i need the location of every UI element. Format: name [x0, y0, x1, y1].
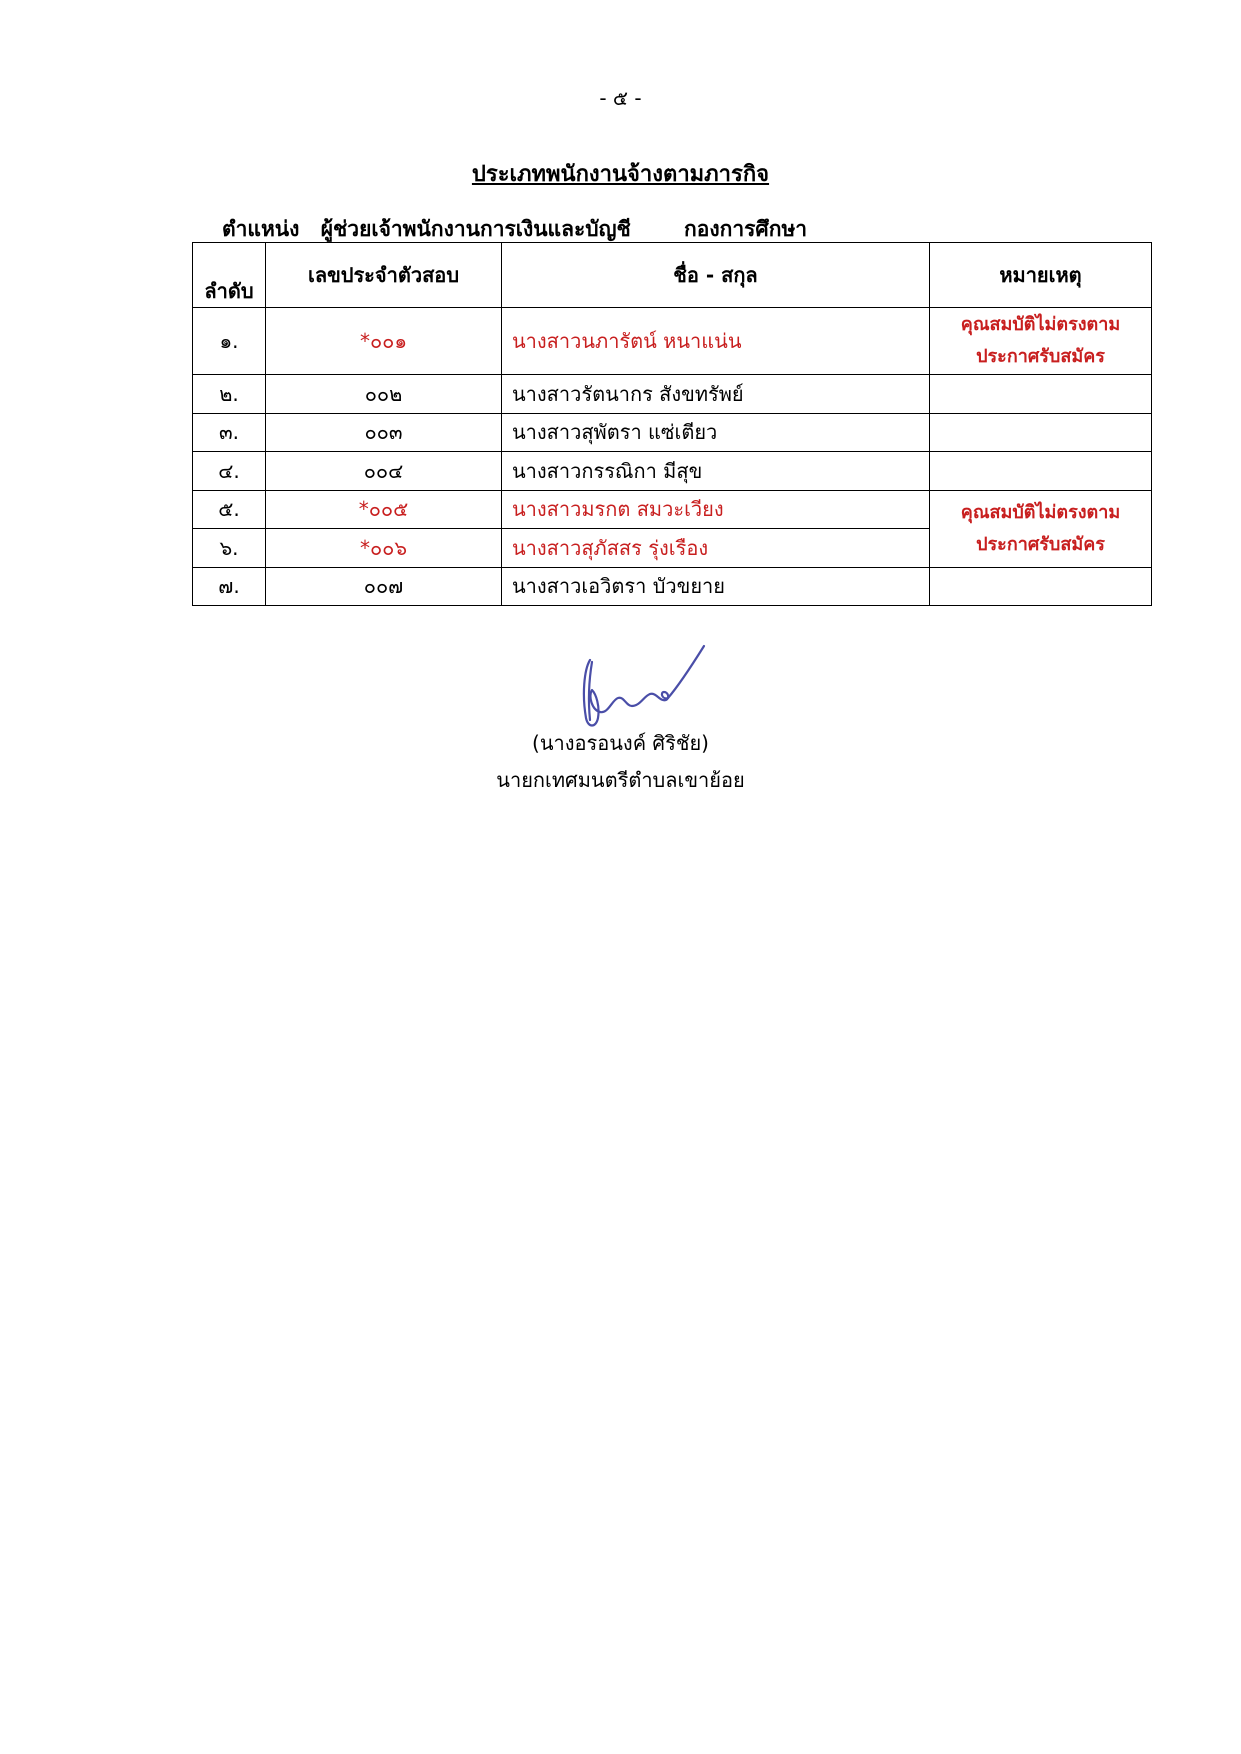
cell-exam-id: ๐๐๓ [266, 413, 502, 452]
remark-line2: ประกาศรับสมัคร [976, 533, 1105, 555]
cell-remark [930, 413, 1152, 452]
header-remark: หมายเหตุ [930, 243, 1152, 308]
cell-order: ๒. [193, 375, 266, 414]
cell-order: ๑. [193, 308, 266, 375]
cell-remark [930, 308, 1152, 375]
cell-name: นางสาวกรรณิกา มีสุข [502, 452, 930, 491]
cell-remark [930, 452, 1152, 491]
table-row [193, 452, 1152, 491]
remark-line1: คุณสมบัติไม่ตรงตาม [960, 314, 1121, 335]
cell-remark-merged [930, 490, 1152, 567]
table-row [193, 490, 1152, 529]
header-exam-id: เลขประจำตัวสอบ [266, 243, 502, 308]
candidate-table [192, 242, 1152, 606]
cell-order: ๗. [193, 567, 266, 606]
table-row [193, 308, 1152, 375]
cell-remark [930, 375, 1152, 414]
cell-exam-id: ๐๐๔ [266, 452, 502, 491]
cell-name: นางสาวนภารัตน์ หนาแน่น [502, 308, 930, 375]
table-row [193, 413, 1152, 452]
cell-name: นางสาวสุพัตรา แซ่เตียว [502, 413, 930, 452]
signer-name: (นางอรอนงค์ ศิริชัย) [532, 731, 709, 755]
remark-line1: คุณสมบัติไม่ตรงตาม [960, 501, 1121, 523]
cell-exam-id: *๐๐๕ [266, 490, 502, 529]
table-header-row [193, 243, 1152, 308]
signer-title: นายกเทศมนตรีตำบลเขาย้อย [496, 768, 745, 792]
cell-exam-id: ๐๐๗ [266, 567, 502, 606]
cell-name: นางสาวสุภัสสร รุ่งเรือง [502, 529, 930, 568]
cell-name: นางสาวรัตนากร สังขทรัพย์ [502, 375, 930, 414]
page-number: - ๕ - [599, 86, 642, 110]
cell-name: นางสาวเอวิตรา บัวขยาย [502, 567, 930, 606]
cell-order: ๔. [193, 452, 266, 491]
cell-order: ๖. [193, 529, 266, 568]
remark-line2: ประกาศรับสมัคร [976, 346, 1105, 367]
division-name: กองการศึกษา [684, 217, 808, 241]
table-row [193, 567, 1152, 606]
cell-exam-id: *๐๐๖ [266, 529, 502, 568]
table-row [193, 375, 1152, 414]
header-name: ชื่อ - สกุล [502, 243, 930, 308]
header-order: ลำดับ [193, 243, 266, 308]
position-name: ผู้ช่วยเจ้าพนักงานการเงินและบัญชี [320, 217, 631, 241]
cell-order: ๕. [193, 490, 266, 529]
cell-remark [930, 567, 1152, 606]
cell-exam-id: ๐๐๒ [266, 375, 502, 414]
section-title: ประเภทพนักงานจ้างตามภารกิจ [471, 162, 770, 187]
cell-order: ๓. [193, 413, 266, 452]
position-label: ตำแหน่ง [222, 217, 300, 241]
cell-name: นางสาวมรกต สมวะเวียง [502, 490, 930, 529]
signature-image [570, 640, 720, 735]
cell-exam-id: *๐๐๑ [266, 308, 502, 375]
